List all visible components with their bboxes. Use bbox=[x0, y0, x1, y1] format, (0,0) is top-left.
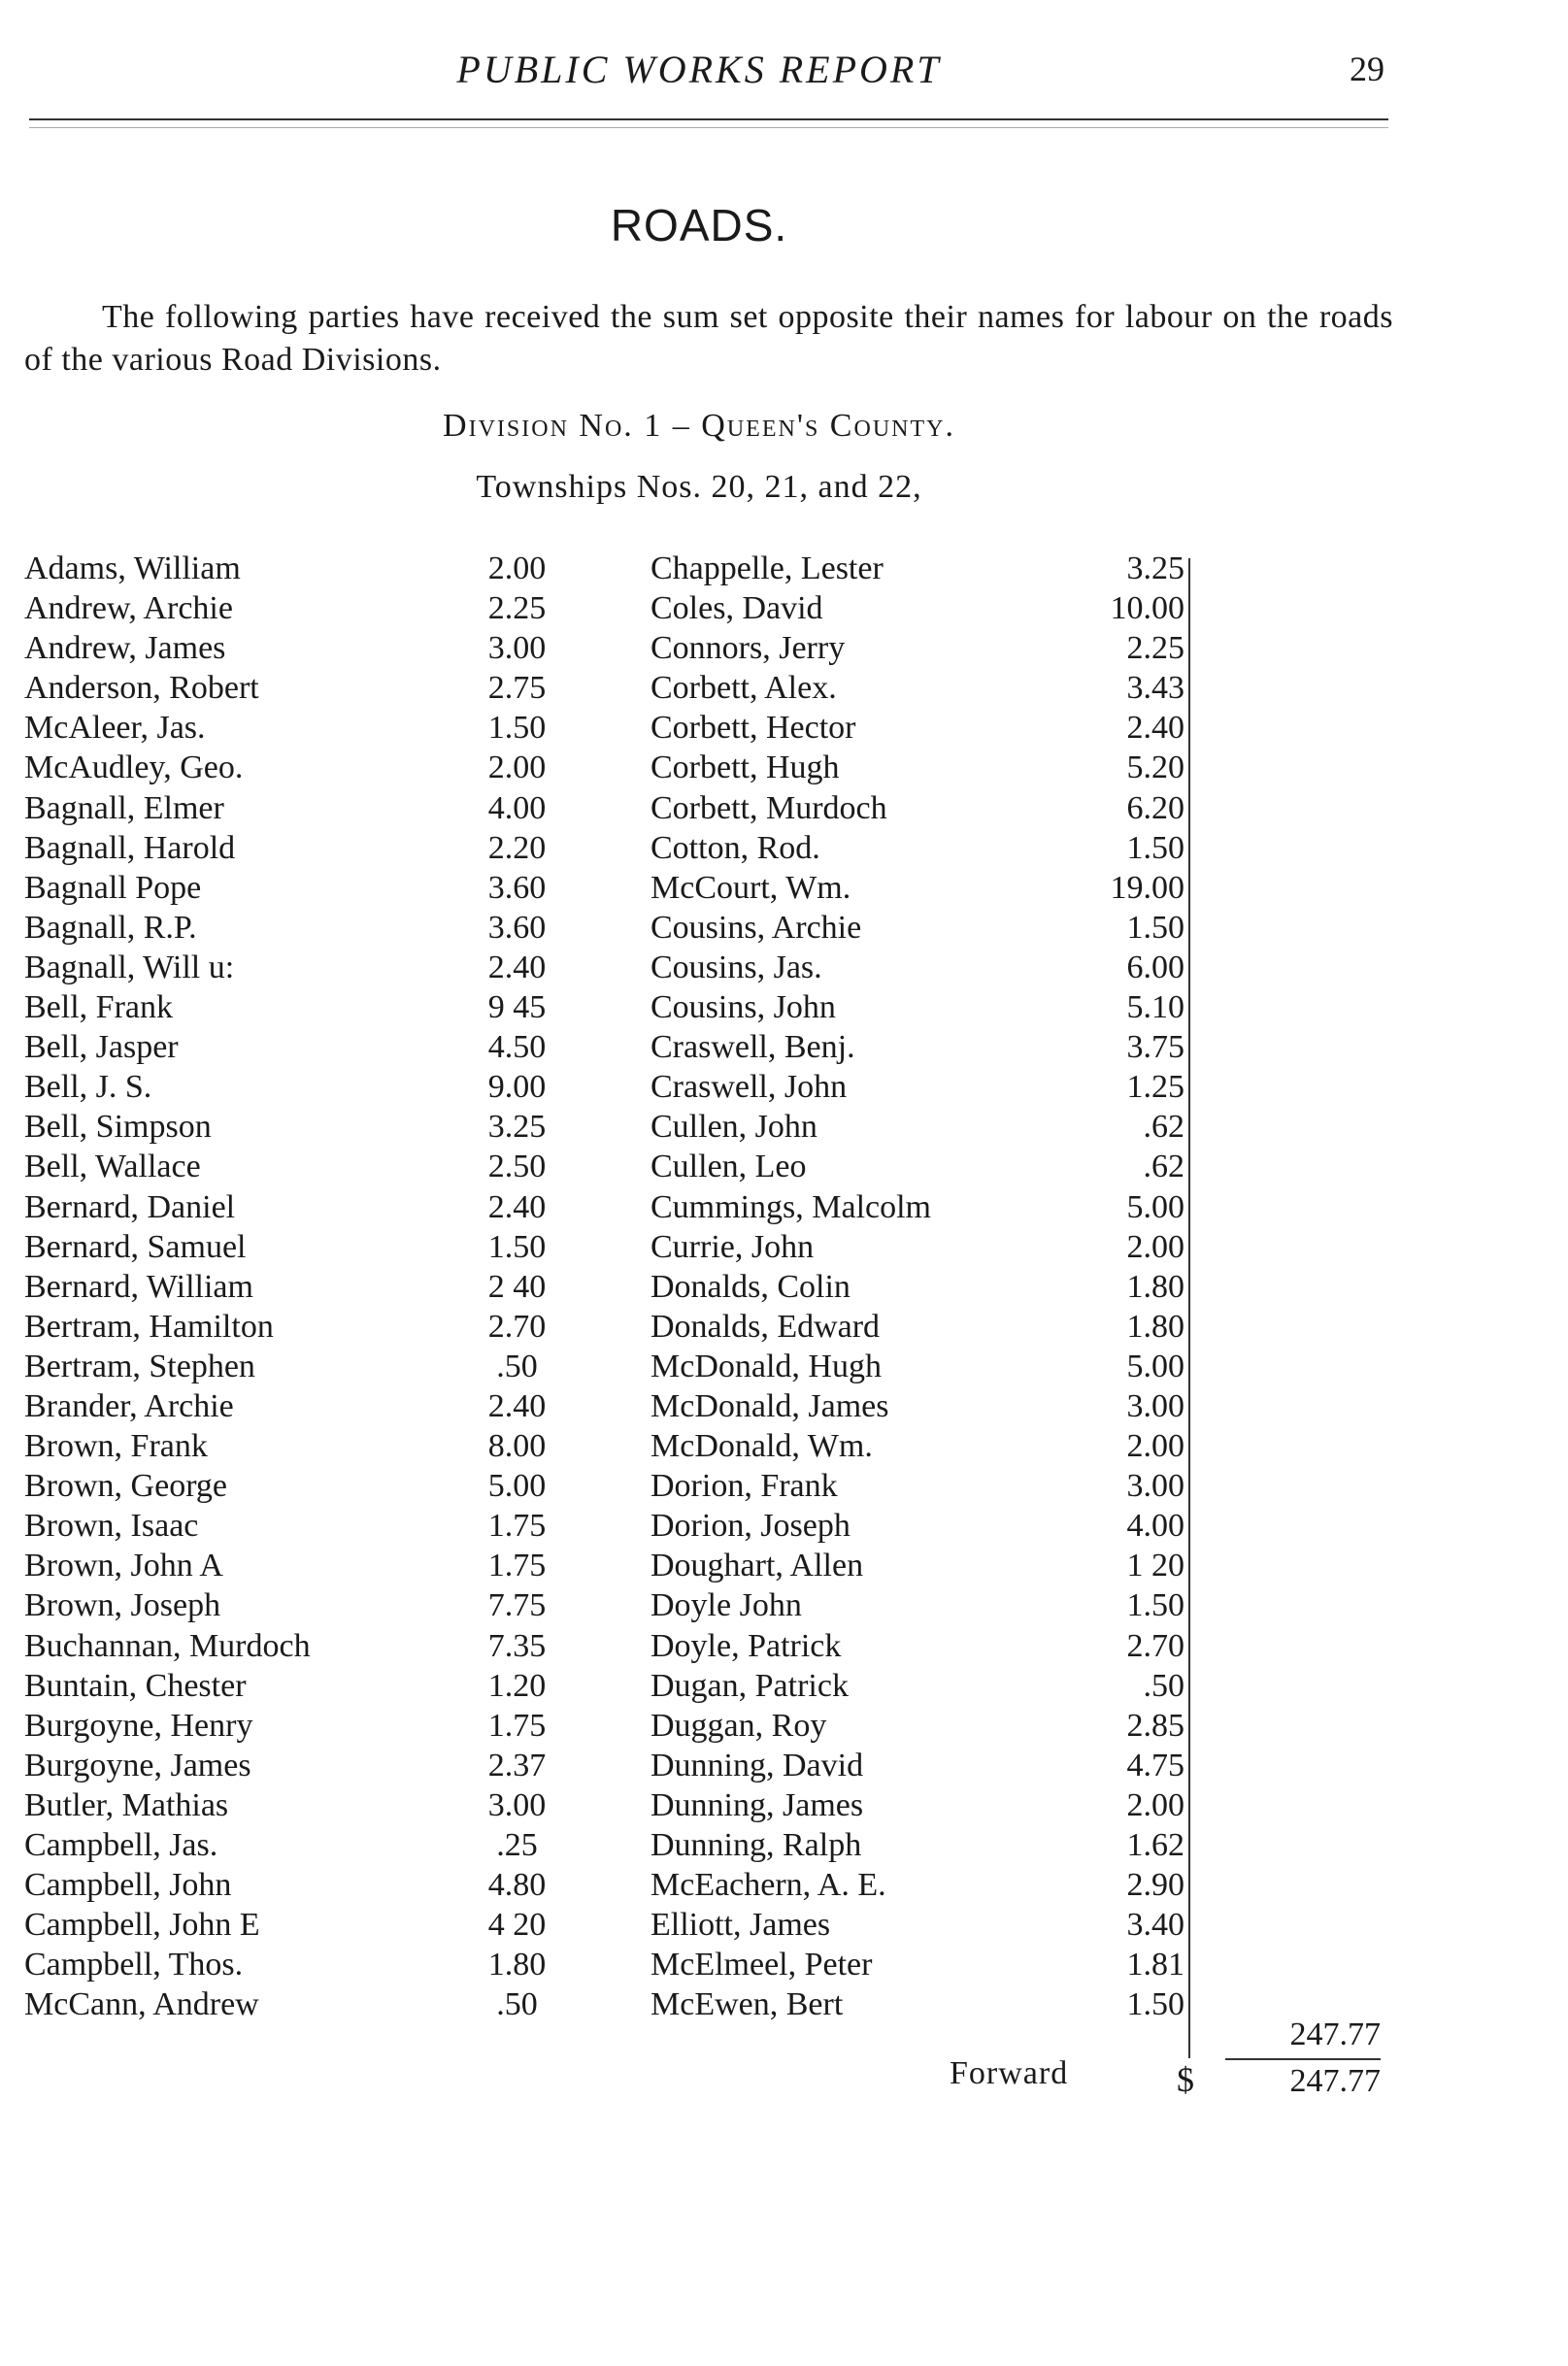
payee-name: Donalds, Colin bbox=[651, 1268, 851, 1305]
ledger-row bbox=[24, 1706, 578, 1746]
ledger-row bbox=[651, 1147, 1194, 1186]
ledger-row bbox=[24, 1905, 578, 1945]
ledger-row bbox=[24, 1746, 578, 1785]
payee-name: McCann, Andrew bbox=[24, 1986, 259, 2023]
payee-name: Cullen, Leo bbox=[651, 1149, 807, 1185]
ledger-row bbox=[651, 788, 1194, 828]
ledger-row bbox=[24, 908, 578, 948]
payee-name: Cousins, Jas. bbox=[651, 949, 822, 985]
ledger-row bbox=[24, 628, 578, 668]
section-title: ROADS. bbox=[610, 200, 788, 250]
ledger-row bbox=[24, 1825, 578, 1865]
ledger-row bbox=[24, 1187, 578, 1227]
payment-amount: 2.37 bbox=[487, 1747, 547, 1783]
ledger-row bbox=[24, 1585, 578, 1625]
payment-amount: 5.00 bbox=[1126, 1188, 1184, 1225]
ledger-row bbox=[24, 1506, 578, 1546]
header-rule-thin bbox=[29, 127, 1388, 128]
payee-name: Bernard, Samuel bbox=[24, 1228, 247, 1265]
payee-name: Burgoyne, Henry bbox=[24, 1707, 253, 1744]
ledger-row bbox=[24, 1626, 578, 1666]
payment-amount: 4.00 bbox=[1126, 1508, 1184, 1545]
ledger-row bbox=[651, 588, 1194, 628]
payment-amount: 3.00 bbox=[487, 1786, 547, 1823]
ledger-row bbox=[651, 668, 1194, 708]
payee-name: Cummings, Malcolm bbox=[651, 1188, 931, 1225]
payment-amount: 2.40 bbox=[487, 949, 547, 985]
payment-amount: 4.75 bbox=[1126, 1747, 1184, 1783]
payee-name: Bagnall, Elmer bbox=[24, 789, 224, 826]
ledger-row bbox=[651, 828, 1194, 868]
ledger-row bbox=[651, 1307, 1194, 1347]
payee-name: McDonald, Wm. bbox=[651, 1428, 873, 1465]
payee-name: Adams, William bbox=[24, 550, 241, 586]
ledger-row bbox=[651, 1187, 1194, 1227]
payment-amount: 1.80 bbox=[1126, 1268, 1184, 1305]
payment-amount: .50 bbox=[496, 1348, 538, 1384]
payee-name: Bell, Simpson bbox=[24, 1109, 212, 1146]
ledger-row bbox=[651, 1905, 1194, 1945]
ledger-row bbox=[651, 1386, 1194, 1426]
payee-name: Bagnall, Will u: bbox=[24, 949, 235, 985]
payment-amount: 3.75 bbox=[1126, 1029, 1184, 1066]
payee-name: Andrew, Archie bbox=[24, 590, 233, 627]
payee-name: Campbell, John bbox=[24, 1867, 232, 1904]
total-rule bbox=[1225, 2058, 1381, 2060]
ledger-row bbox=[651, 1984, 1194, 2024]
payment-amount: 2.00 bbox=[1126, 1428, 1184, 1465]
payment-amount: 3.00 bbox=[487, 630, 547, 667]
payment-amount: 6.00 bbox=[1126, 949, 1184, 985]
payee-name: Cullen, John bbox=[651, 1109, 817, 1146]
payee-name: Brown, Joseph bbox=[24, 1587, 221, 1624]
payee-name: Chappelle, Lester bbox=[651, 550, 884, 586]
payment-amount: 4.80 bbox=[487, 1867, 547, 1904]
forward-label: Forward bbox=[950, 2055, 1069, 2091]
payee-name: McElmeel, Peter bbox=[651, 1947, 873, 1983]
ledger-row bbox=[24, 1267, 578, 1307]
ledger-row bbox=[24, 1307, 578, 1347]
payment-amount: 5.00 bbox=[487, 1468, 547, 1505]
payment-amount: .25 bbox=[496, 1827, 538, 1863]
ledger-row bbox=[651, 1785, 1194, 1825]
payment-amount: 1.75 bbox=[487, 1548, 547, 1584]
ledger-row bbox=[24, 1666, 578, 1706]
payee-name: Bell, J. S. bbox=[24, 1069, 152, 1106]
payee-name: Brown, George bbox=[24, 1468, 227, 1505]
payment-amount: 4.50 bbox=[487, 1029, 547, 1066]
payment-amount: 1.25 bbox=[1126, 1069, 1184, 1106]
payee-name: Corbett, Hugh bbox=[651, 750, 840, 786]
payment-amount: 3.25 bbox=[1126, 550, 1184, 586]
payee-name: Cotton, Rod. bbox=[651, 829, 820, 866]
ledger-row bbox=[24, 1984, 578, 2024]
payment-amount: 5.00 bbox=[1126, 1348, 1184, 1384]
intro-paragraph bbox=[24, 296, 1393, 382]
payment-amount: 2.00 bbox=[1126, 1228, 1184, 1265]
payee-name: Cousins, John bbox=[651, 989, 836, 1026]
ledger-row bbox=[651, 628, 1194, 668]
ledger-row bbox=[24, 1027, 578, 1067]
ledger-row bbox=[24, 788, 578, 828]
dollar-sign: $ bbox=[1177, 2060, 1194, 2099]
ledger-row bbox=[24, 1865, 578, 1905]
payment-amount: 3.00 bbox=[1126, 1387, 1184, 1424]
payment-amount: 2.70 bbox=[1126, 1627, 1184, 1664]
payee-name: Bertram, Stephen bbox=[24, 1348, 255, 1384]
ledger-row bbox=[651, 868, 1194, 908]
ledger-row bbox=[24, 828, 578, 868]
ledger-row bbox=[651, 549, 1194, 588]
townships-heading: Townships Nos. 20, 21, and 22, bbox=[476, 469, 922, 505]
payee-name: Bell, Wallace bbox=[24, 1149, 201, 1185]
ledger-row bbox=[651, 1227, 1194, 1267]
payment-amount: 5.10 bbox=[1126, 989, 1184, 1026]
payment-amount: 1.62 bbox=[1126, 1827, 1184, 1863]
ledger-row bbox=[651, 1506, 1194, 1546]
payment-amount: 3.00 bbox=[1126, 1468, 1184, 1505]
payment-amount: 1.20 bbox=[487, 1667, 547, 1704]
ledger-row bbox=[651, 1267, 1194, 1307]
ledger-row bbox=[651, 1706, 1194, 1746]
payee-name: Corbett, Hector bbox=[651, 710, 856, 747]
division-heading: Division No. 1 – Queen's County. bbox=[443, 408, 955, 444]
ledger-row bbox=[24, 708, 578, 748]
payment-amount: 1.75 bbox=[487, 1707, 547, 1744]
payment-amount: 2.70 bbox=[487, 1308, 547, 1345]
payee-name: Brown, Isaac bbox=[24, 1508, 199, 1545]
payment-amount: 6.20 bbox=[1126, 789, 1184, 826]
ledger-row bbox=[24, 1067, 578, 1107]
ledger-row bbox=[651, 948, 1194, 987]
payment-amount: 2.00 bbox=[1126, 1786, 1184, 1823]
payment-amount: .50 bbox=[1143, 1667, 1184, 1704]
ledger-row bbox=[24, 588, 578, 628]
payee-name: Buntain, Chester bbox=[24, 1667, 247, 1704]
payment-amount: 9 45 bbox=[487, 989, 547, 1026]
ledger-row bbox=[651, 1585, 1194, 1625]
ledger-row bbox=[651, 1347, 1194, 1386]
payment-amount: 2.40 bbox=[487, 1188, 547, 1225]
payment-amount: 2.50 bbox=[487, 1149, 547, 1185]
left-column bbox=[24, 549, 578, 2024]
payee-name: Butler, Mathias bbox=[24, 1786, 229, 1823]
ledger-row bbox=[651, 1466, 1194, 1506]
payment-amount: 1.80 bbox=[487, 1947, 547, 1983]
payment-amount: 1.50 bbox=[487, 710, 547, 747]
ledger-row bbox=[651, 1746, 1194, 1785]
payee-name: Dugan, Patrick bbox=[651, 1667, 849, 1704]
payment-amount: 2.25 bbox=[487, 590, 547, 627]
payment-amount: 2.40 bbox=[1126, 710, 1184, 747]
ledger-row bbox=[651, 708, 1194, 748]
payment-amount: 3.43 bbox=[1126, 670, 1184, 707]
payment-amount: 8.00 bbox=[487, 1428, 547, 1465]
payee-name: Campbell, John E bbox=[24, 1907, 260, 1944]
payment-amount: 1 20 bbox=[1126, 1548, 1184, 1584]
amount-column-rule bbox=[1188, 558, 1190, 2058]
payee-name: Campbell, Jas. bbox=[24, 1827, 218, 1863]
ledger-row bbox=[651, 908, 1194, 948]
payee-name: Brander, Archie bbox=[24, 1387, 234, 1424]
payment-amount: 2.90 bbox=[1126, 1867, 1184, 1904]
payee-name: Dunning, Ralph bbox=[651, 1827, 862, 1863]
payee-name: McCourt, Wm. bbox=[651, 869, 851, 906]
payee-name: Doyle, Patrick bbox=[651, 1627, 842, 1664]
ledger-row bbox=[24, 1147, 578, 1186]
ledger-row bbox=[24, 948, 578, 987]
payee-name: McDonald, James bbox=[651, 1387, 889, 1424]
payee-name: Craswell, Benj. bbox=[651, 1029, 855, 1066]
payment-amount: 1.50 bbox=[1126, 1986, 1184, 2023]
payee-name: Bagnall, R.P. bbox=[24, 909, 197, 946]
ledger-row bbox=[24, 987, 578, 1027]
ledger-row bbox=[24, 668, 578, 708]
ledger-row bbox=[651, 1546, 1194, 1585]
payment-amount: 1.75 bbox=[487, 1508, 547, 1545]
page-total: 247.77 bbox=[1289, 2016, 1381, 2052]
ledger-row bbox=[24, 549, 578, 588]
payee-name: Buchannan, Murdoch bbox=[24, 1627, 311, 1664]
payee-name: McEachern, A. E. bbox=[651, 1867, 886, 1904]
payee-name: Cousins, Archie bbox=[651, 909, 862, 946]
forward-amount: 247.77 bbox=[1289, 2063, 1381, 2099]
ledger-row bbox=[24, 1426, 578, 1466]
payment-amount: 9.00 bbox=[487, 1069, 547, 1106]
payee-name: Coles, David bbox=[651, 590, 823, 627]
payee-name: Dunning, David bbox=[651, 1747, 864, 1783]
ledger-row bbox=[24, 1227, 578, 1267]
ledger-row bbox=[24, 1466, 578, 1506]
payment-amount: 10.00 bbox=[1110, 590, 1184, 627]
ledger-row bbox=[651, 987, 1194, 1027]
payment-amount: 7.35 bbox=[487, 1627, 547, 1664]
payee-name: Bertram, Hamilton bbox=[24, 1308, 274, 1345]
payee-name: Bagnall, Harold bbox=[24, 829, 236, 866]
payee-name: Bernard, Daniel bbox=[24, 1188, 236, 1225]
ledger-row bbox=[651, 1666, 1194, 1706]
payment-amount: 3.40 bbox=[1126, 1907, 1184, 1944]
payment-amount: 1.50 bbox=[1126, 1587, 1184, 1624]
ledger-row bbox=[651, 1825, 1194, 1865]
payment-amount: 2.00 bbox=[487, 750, 547, 786]
payment-amount: 3.60 bbox=[487, 909, 547, 946]
payment-amount: 3.60 bbox=[487, 869, 547, 906]
payment-amount: .62 bbox=[1143, 1109, 1184, 1146]
payee-name: Bell, Frank bbox=[24, 989, 173, 1026]
payment-amount: 2.20 bbox=[487, 829, 547, 866]
ledger-row bbox=[24, 1945, 578, 1984]
payee-name: Bernard, William bbox=[24, 1268, 253, 1305]
payee-name: Bell, Jasper bbox=[24, 1029, 179, 1066]
payee-name: McAleer, Jas. bbox=[24, 710, 206, 747]
payment-amount: 1.50 bbox=[487, 1228, 547, 1265]
payee-name: Corbett, Alex. bbox=[651, 670, 837, 707]
ledger-row bbox=[24, 1107, 578, 1147]
payee-name: Anderson, Robert bbox=[24, 670, 259, 707]
right-column bbox=[651, 549, 1194, 2024]
payee-name: Brown, John A bbox=[24, 1548, 223, 1584]
payment-amount: 1.81 bbox=[1126, 1947, 1184, 1983]
payment-amount: 2.75 bbox=[487, 670, 547, 707]
intro-text: The following parties have received the sum set opposite their names for labour on the roads of the various Road Divisions. bbox=[24, 299, 1393, 378]
payee-name: Doughart, Allen bbox=[651, 1548, 864, 1584]
ledger-row bbox=[24, 748, 578, 787]
ledger-row bbox=[24, 1347, 578, 1386]
ledger-row bbox=[651, 1067, 1194, 1107]
ledger-row bbox=[651, 1865, 1194, 1905]
ledger-row bbox=[24, 1386, 578, 1426]
payment-amount: 1.80 bbox=[1126, 1308, 1184, 1345]
payment-amount: .50 bbox=[496, 1986, 538, 2023]
payee-name: Dunning, James bbox=[651, 1786, 864, 1823]
payment-amount: 7.75 bbox=[487, 1587, 547, 1624]
payee-name: Dorion, Joseph bbox=[651, 1508, 851, 1545]
payee-name: Bagnall Pope bbox=[24, 869, 202, 906]
payee-name: Craswell, John bbox=[651, 1069, 848, 1106]
payee-name: Corbett, Murdoch bbox=[651, 789, 887, 826]
payee-name: Dorion, Frank bbox=[651, 1468, 838, 1505]
payee-name: Burgoyne, James bbox=[24, 1747, 251, 1783]
ledger-row bbox=[651, 1107, 1194, 1147]
payment-amount: 2.00 bbox=[487, 550, 547, 586]
ledger-row bbox=[24, 1785, 578, 1825]
payee-name: Brown, Frank bbox=[24, 1428, 208, 1465]
header-rule bbox=[29, 118, 1388, 120]
payment-amount: 5.20 bbox=[1126, 750, 1184, 786]
ledger-row bbox=[651, 748, 1194, 787]
payee-name: Andrew, James bbox=[24, 630, 226, 667]
payment-amount: 1.50 bbox=[1126, 909, 1184, 946]
payee-name: Connors, Jerry bbox=[651, 630, 846, 667]
payee-name: Campbell, Thos. bbox=[24, 1947, 244, 1983]
payment-amount: 2 40 bbox=[487, 1268, 547, 1305]
payment-amount: 3.25 bbox=[487, 1109, 547, 1146]
payment-amount: 2.40 bbox=[487, 1387, 547, 1424]
payment-amount: 4.00 bbox=[487, 789, 547, 826]
payee-name: McAudley, Geo. bbox=[24, 750, 244, 786]
page-header-title: PUBLIC WORKS REPORT bbox=[456, 48, 942, 91]
payee-name: Doyle John bbox=[651, 1587, 802, 1624]
ledger-row bbox=[651, 1626, 1194, 1666]
payee-name: Donalds, Edward bbox=[651, 1308, 881, 1345]
payee-name: Currie, John bbox=[651, 1228, 815, 1265]
payee-name: McEwen, Bert bbox=[651, 1986, 844, 2023]
payment-amount: .62 bbox=[1143, 1149, 1184, 1185]
payment-amount: 1.50 bbox=[1126, 829, 1184, 866]
ledger-row bbox=[24, 1546, 578, 1585]
ledger-row bbox=[651, 1027, 1194, 1067]
payment-amount: 19.00 bbox=[1110, 869, 1184, 906]
payment-amount: 2.25 bbox=[1126, 630, 1184, 667]
page-number: 29 bbox=[1350, 50, 1385, 88]
ledger-row bbox=[651, 1426, 1194, 1466]
payee-name: Elliott, James bbox=[651, 1907, 831, 1944]
ledger-row bbox=[651, 1945, 1194, 1984]
payee-name: McDonald, Hugh bbox=[651, 1348, 882, 1384]
payee-name: Duggan, Roy bbox=[651, 1707, 827, 1744]
payment-amount: 2.85 bbox=[1126, 1707, 1184, 1744]
ledger-row bbox=[24, 868, 578, 908]
payment-amount: 4 20 bbox=[487, 1907, 547, 1944]
